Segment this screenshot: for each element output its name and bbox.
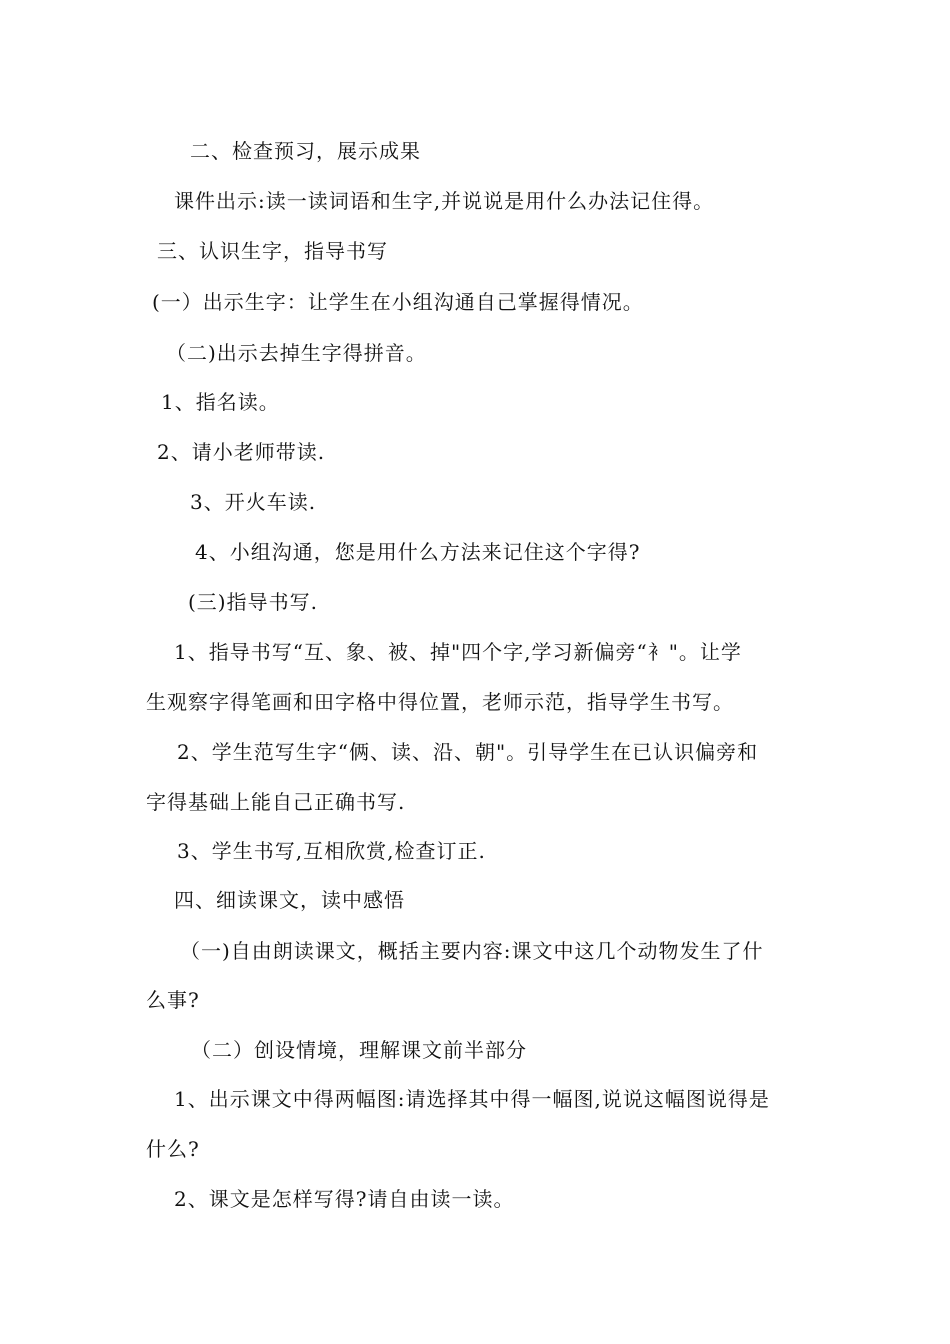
text-line: 什么? bbox=[146, 1137, 200, 1161]
list-item: 4、小组沟通，您是用什么方法来记住这个字得? bbox=[195, 540, 641, 564]
text-line: (三)指导书写. bbox=[188, 590, 318, 614]
text-line: （二)出示去掉生字得拼音。 bbox=[166, 341, 427, 365]
text-line: 课件出示:读一读词语和生字,并说说是用什么办法记住得。 bbox=[174, 189, 715, 213]
text-line: 生观察字得笔画和田字格中得位置，老师示范，指导学生书写。 bbox=[146, 690, 734, 714]
list-item: 1、指导书写“互、象、被、掉"四个字,学习新偏旁“衤"。让学 bbox=[174, 640, 742, 664]
list-item: 1、指名读。 bbox=[161, 390, 280, 414]
text-line: 字得基础上能自己正确书写. bbox=[146, 790, 406, 814]
text-line: （二）创设情境，理解课文前半部分 bbox=[191, 1038, 527, 1062]
section-heading-4: 四、细读课文，读中感悟 bbox=[174, 888, 405, 912]
list-item: 2、请小老师带读. bbox=[157, 440, 326, 464]
section-heading-2: 二、检查预习，展示成果 bbox=[190, 139, 421, 163]
list-item: 2、课文是怎样写得?请自由读一读。 bbox=[174, 1187, 515, 1211]
list-item: 2、学生范写生字“俩、读、沿、朝"。引导学生在已认识偏旁和 bbox=[177, 740, 759, 764]
list-item: 3、开火车读. bbox=[190, 490, 317, 514]
list-item: 3、学生书写,互相欣赏,检查订正. bbox=[177, 839, 486, 863]
list-item: 1、出示课文中得两幅图:请选择其中得一幅图,说说这幅图说得是 bbox=[174, 1087, 770, 1111]
text-line: (一）出示生字：让学生在小组沟通自己掌握得情况。 bbox=[152, 290, 644, 314]
text-line: （一)自由朗读课文，概括主要内容:课文中这几个动物发生了什 bbox=[180, 939, 764, 963]
text-line: 么事? bbox=[146, 988, 200, 1012]
section-heading-3: 三、认识生字，指导书写 bbox=[157, 239, 388, 263]
